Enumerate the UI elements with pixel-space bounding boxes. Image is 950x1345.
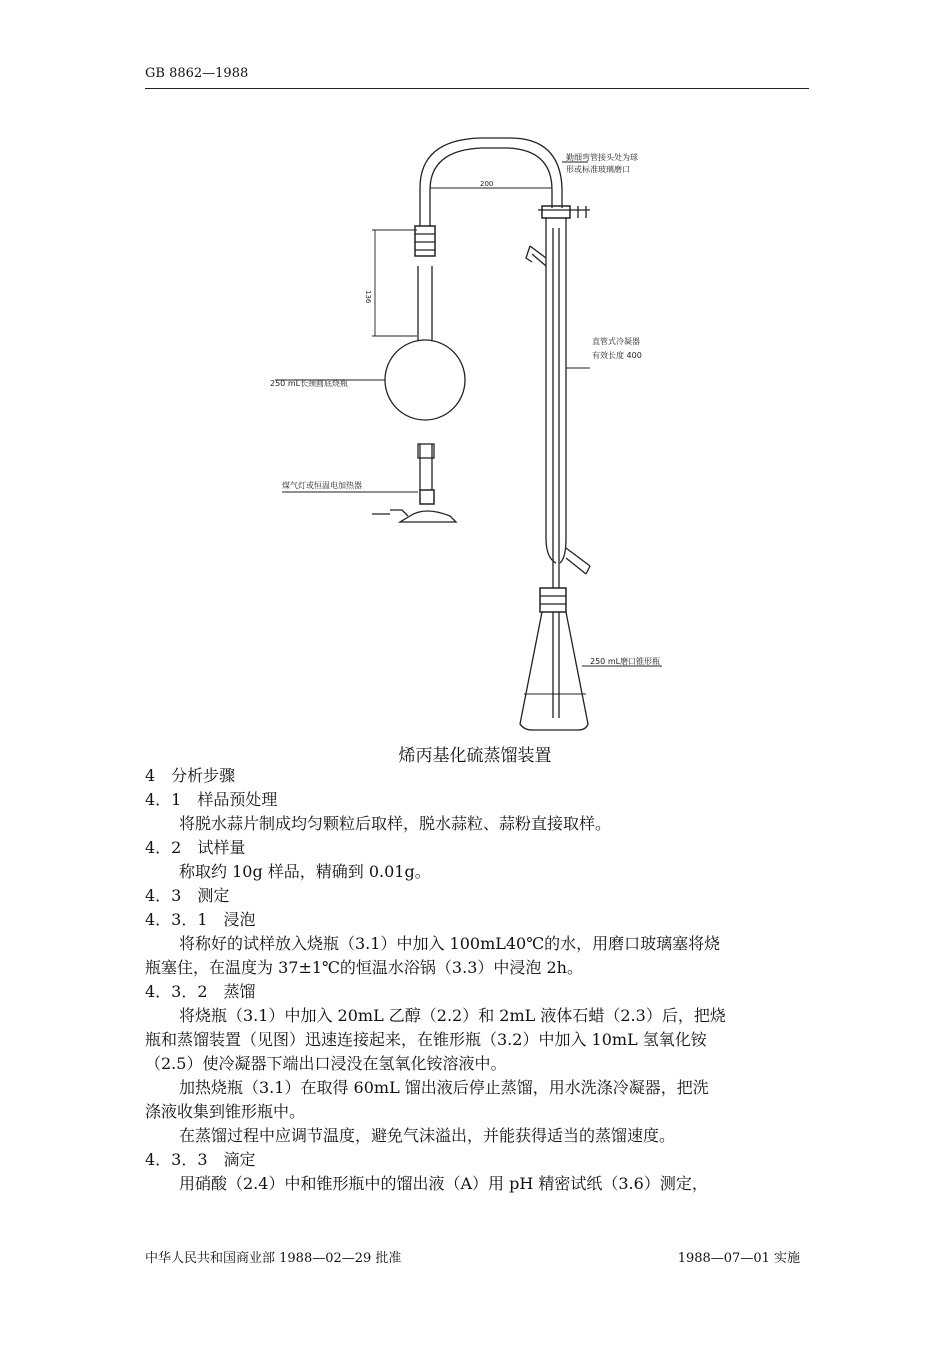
conical-flask-label: 250 mL磨口锥形瓶 (590, 657, 661, 666)
height-136-label: 136 (364, 290, 372, 304)
section-4-3-2-para-a-line-1: 将烧瓶（3.1）中加入 20mL 乙醇（2.2）和 2mL 液体石蜡（2.3）后，把烧 (179, 1006, 726, 1025)
section-4-2-text: 称取约 10g 样品，精确到 0.01g。 (179, 862, 431, 881)
section-4-3-3-heading: 4．3．3 滴定 (145, 1150, 256, 1169)
section-4-3-heading: 4．3 测定 (145, 886, 230, 905)
conical-flask (520, 612, 588, 730)
section-4-3-1-line-2: 瓶塞住，在温度为 37±1℃的恒温水浴锅（3.3）中浸泡 2h。 (145, 958, 583, 977)
distillation-apparatus-figure (260, 118, 720, 738)
joint-label-line2: 形或标准玻璃磨口 (566, 165, 630, 174)
section-4-3-1-heading: 4．3．1 浸泡 (145, 910, 256, 929)
flask-label: 250 mL长颈圆底烧瓶 (270, 379, 349, 388)
flask-stopper (415, 226, 435, 256)
section-4-3-2-para-a-line-3: （2.5）使冷凝器下端出口浸没在氢氧化铵溶液中。 (145, 1054, 507, 1073)
condenser-jacket (546, 218, 566, 563)
figure-caption: 烯丙基化硫蒸馏装置 (398, 746, 552, 766)
height-136-line (372, 230, 417, 336)
section-4-3-2-para-b-line-2: 涤液收集到锥形瓶中。 (145, 1102, 306, 1121)
section-4-3-3-line-1: 用硝酸（2.4）中和锥形瓶中的馏出液（A）用 pH 精密试纸（3.6）测定， (179, 1174, 708, 1193)
condenser-label-line2: 有效长度 400 (592, 351, 642, 360)
implementation-date: 1988—07—01 实施 (677, 1251, 800, 1266)
section-4-3-2-para-a-line-2: 瓶和蒸馏装置（见图）迅速连接起来，在锥形瓶（3.2）中加入 10mL 氢氧化铵 (145, 1030, 707, 1049)
condenser-water-outlet (566, 548, 590, 574)
condenser-label-line1: 直管式冷凝器 (592, 337, 640, 346)
section-4-1-text: 将脱水蒜片制成均匀颗粒后取样，脱水蒜粒、蒜粉直接取样。 (179, 814, 612, 833)
distance-200-label: 200 (480, 180, 494, 188)
section-4-3-2-heading: 4．3．2 蒸馏 (145, 982, 256, 1001)
burner-tube (420, 444, 432, 490)
burner-label: 煤气灯或恒温电加热器 (282, 481, 362, 490)
section-4-2-heading: 4．2 试样量 (145, 838, 246, 857)
section-4-3-1-line-1: 将称好的试样放入烧瓶（3.1）中加入 100mL40℃的水，用磨口玻璃塞将烧 (179, 934, 721, 953)
header-rule (145, 88, 809, 89)
approval-date: 中华人民共和国商业部 1988—02—29 批准 (145, 1251, 402, 1266)
condenser-inner-tube (553, 228, 559, 588)
section-4-1-heading: 4．1 样品预处理 (145, 790, 278, 809)
condenser-top-joint (542, 206, 570, 218)
section-4-3-2-para-c: 在蒸馏过程中应调节温度，避免气沫溢出，并能获得适当的蒸馏速度。 (179, 1126, 676, 1145)
joint-label-line1: 勤细弯管接头处为球 (566, 153, 638, 162)
condenser-water-inlet (526, 246, 546, 266)
conical-flask-stopper (540, 588, 566, 612)
section-4-3-2-para-b-line-1: 加热烧瓶（3.1）在取得 60mL 馏出液后停止蒸馏，用水洗涤冷凝器，把洗 (179, 1078, 709, 1097)
burner-valve (420, 490, 434, 504)
round-bottom-flask (385, 340, 465, 420)
procedure-section (145, 764, 809, 1196)
standard-code: GB 8862—1988 (145, 66, 249, 81)
section-4-heading: 4 分析步骤 (145, 766, 236, 785)
flask-neck (418, 266, 432, 340)
burner-base (400, 511, 456, 522)
